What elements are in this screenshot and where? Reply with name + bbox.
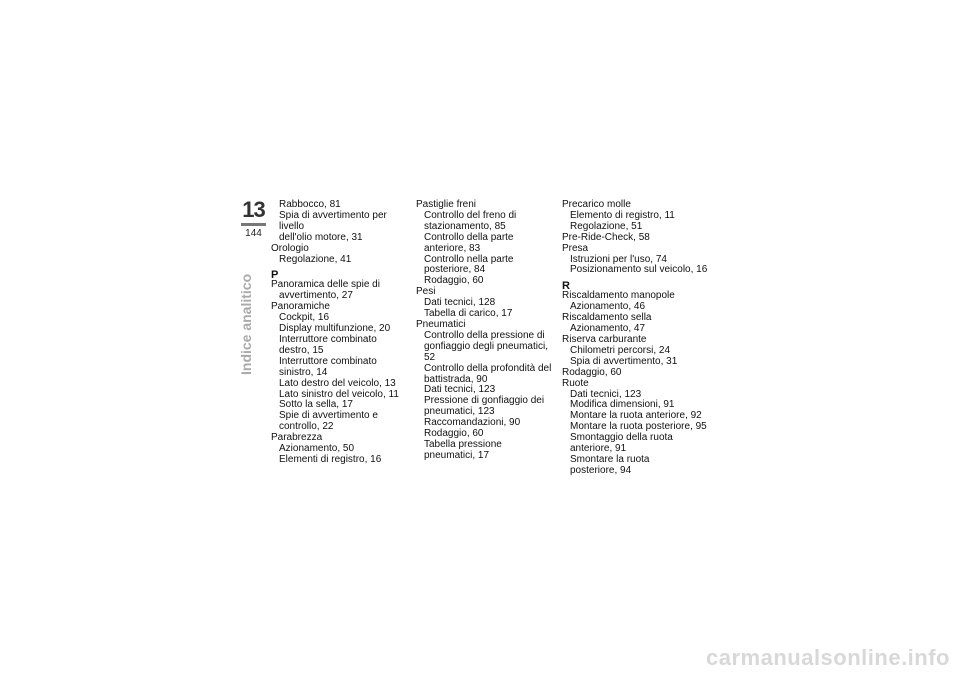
index-subentry: Raccomandazioni, 90 bbox=[424, 417, 521, 429]
chapter-divider bbox=[241, 223, 266, 226]
index-subentry: Display multifunzione, 20 bbox=[279, 323, 391, 335]
index-subentry: stazionamento, 85 bbox=[424, 220, 506, 232]
index-subentry: Controllo della profondità del bbox=[424, 362, 552, 374]
index-subentry: posteriore, 84 bbox=[424, 264, 486, 276]
index-subentry: Sotto la sella, 17 bbox=[279, 399, 353, 411]
index-subentry: Regolazione, 41 bbox=[279, 253, 352, 265]
index-subentry: Controllo della pressione di bbox=[424, 329, 545, 341]
index-column-3 bbox=[562, 200, 712, 477]
index-term: Panoramica delle spie di bbox=[271, 279, 380, 291]
index-subentry: Azionamento, 47 bbox=[570, 323, 646, 335]
index-term: Pre-Ride-Check, 58 bbox=[562, 231, 650, 243]
index-subentry: dell'olio motore, 31 bbox=[279, 231, 363, 243]
index-letter-heading: R bbox=[562, 280, 570, 293]
index-subentry: posteriore, 94 bbox=[570, 464, 632, 476]
watermark: carmanualsonline.info bbox=[706, 645, 950, 670]
index-subentry: Controllo nella parte bbox=[424, 253, 514, 265]
index-term: Pesi bbox=[416, 286, 436, 298]
index-term: Pastiglie freni bbox=[416, 199, 477, 210]
index-term: Orologio bbox=[271, 242, 309, 254]
index-subentry: Interruttore combinato bbox=[279, 355, 377, 367]
index-subentry: Controllo del freno di bbox=[424, 209, 517, 221]
index-term: Presa bbox=[562, 242, 589, 254]
index-subentry: Tabella di carico, 17 bbox=[424, 308, 513, 320]
index-subentry: Interruttore combinato bbox=[279, 333, 377, 345]
index-term: Precarico molle bbox=[562, 199, 631, 210]
index-subentry: Rodaggio, 60 bbox=[424, 275, 484, 287]
chapter-title: Indice analitico bbox=[238, 273, 254, 375]
index-subentry: pneumatici, 123 bbox=[424, 406, 495, 418]
index-subentry: controllo, 22 bbox=[279, 421, 334, 433]
index-subentry: Montare la ruota anteriore, 92 bbox=[570, 410, 702, 422]
index-term: Rodaggio, 60 bbox=[562, 366, 622, 378]
page-number: 144 bbox=[245, 228, 262, 239]
index-subentry: Cockpit, 16 bbox=[279, 312, 330, 324]
index-term: Panoramiche bbox=[271, 301, 330, 313]
index-subentry: Istruzioni per l'uso, 74 bbox=[570, 253, 667, 265]
index-subentry: anteriore, 83 bbox=[424, 242, 481, 254]
index-term: Ruote bbox=[562, 377, 589, 389]
index-subentry: Smontaggio della ruota bbox=[570, 432, 673, 444]
index-subentry: Smontare la ruota bbox=[570, 453, 650, 465]
index-term: Riscaldamento sella bbox=[562, 312, 652, 324]
index-subentry: Azionamento, 50 bbox=[279, 443, 355, 455]
index-column-2 bbox=[416, 200, 556, 462]
chapter-title-vertical bbox=[236, 273, 256, 395]
index-subentry: Lato destro del veicolo, 13 bbox=[279, 377, 396, 389]
index-subentry: Dati tecnici, 123 bbox=[424, 384, 496, 396]
index-subentry: Elemento di registro, 11 bbox=[570, 209, 675, 221]
index-subentry: battistrada, 90 bbox=[424, 373, 488, 385]
index-subentry: pneumatici, 17 bbox=[424, 449, 490, 461]
index-subentry: Elementi di registro, 16 bbox=[279, 453, 382, 465]
index-subentry: Dati tecnici, 128 bbox=[424, 297, 496, 309]
index-term: Riserva carburante bbox=[562, 333, 647, 345]
chapter-number: 13 bbox=[242, 197, 265, 222]
index-subentry: anteriore, 91 bbox=[570, 443, 627, 455]
index-subentry: Dati tecnici, 123 bbox=[570, 388, 642, 400]
index-subentry: gonfiaggio degli pneumatici, 52 bbox=[424, 340, 548, 363]
chapter-tab bbox=[241, 198, 266, 240]
index-subentry: Rabbocco, 81 bbox=[279, 199, 341, 210]
index-term: Riscaldamento manopole bbox=[562, 290, 675, 302]
index-subentry: Spia di avvertimento, 31 bbox=[570, 355, 678, 367]
index-subentry: Tabella pressione bbox=[424, 438, 502, 450]
index-letter-heading: P bbox=[271, 269, 279, 282]
index-subentry: Lato sinistro del veicolo, 11 bbox=[279, 388, 399, 400]
index-subentry: avvertimento, 27 bbox=[279, 290, 353, 302]
index-subentry: Montare la ruota posteriore, 95 bbox=[570, 421, 707, 433]
index-subentry: Rodaggio, 60 bbox=[424, 428, 484, 440]
index-subentry: Azionamento, 46 bbox=[570, 301, 646, 313]
index-subentry: Spia di avvertimento per livello bbox=[279, 209, 387, 232]
index-subentry: Modifica dimensioni, 91 bbox=[570, 399, 675, 411]
index-term: Pneumatici bbox=[416, 318, 466, 330]
index-subentry: Posizionamento sul veicolo, 16 bbox=[570, 264, 708, 276]
index-subentry: Spie di avvertimento e bbox=[279, 410, 378, 422]
index-subentry: Chilometri percorsi, 24 bbox=[570, 344, 671, 356]
index-term: Parabrezza bbox=[271, 432, 323, 444]
index-subentry: sinistro, 14 bbox=[279, 366, 328, 378]
index-subentry: Controllo della parte bbox=[424, 231, 514, 243]
index-subentry: Regolazione, 51 bbox=[570, 220, 643, 232]
index-column-1 bbox=[271, 200, 411, 466]
index-subentry: destro, 15 bbox=[279, 344, 324, 356]
index-subentry: Pressione di gonfiaggio dei bbox=[424, 395, 545, 407]
